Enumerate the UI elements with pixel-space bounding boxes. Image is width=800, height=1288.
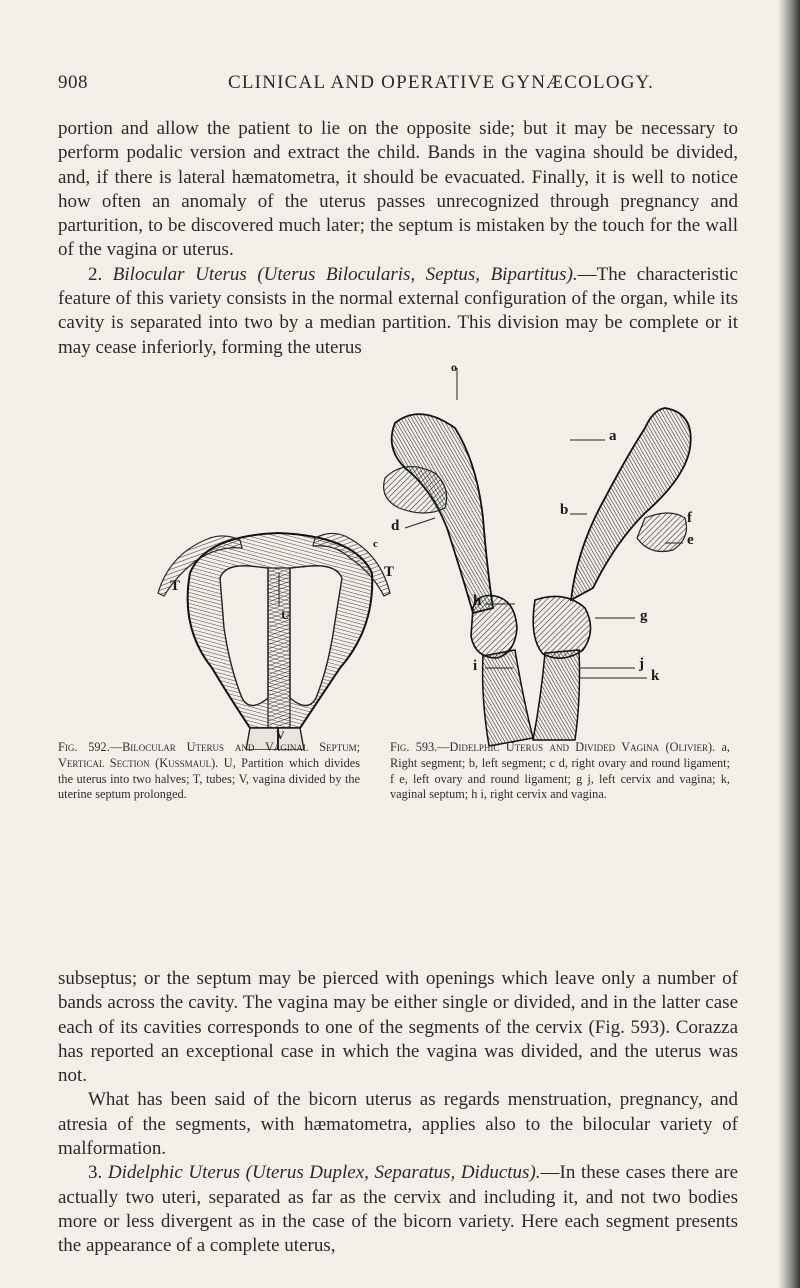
figure-593-drawing [365,368,715,750]
page-number: 908 [58,72,88,93]
body-text-top [58,117,738,360]
label-e: e [687,532,694,548]
caption-592-title: Fig. 592.—Bilocular Uterus and Vaginal Septum; Vertical Section (Kussmaul). [58,740,360,770]
section-number-3: 3. [88,1162,108,1184]
section-number-2: 2. [88,263,113,285]
label-U: U [281,608,290,622]
label-o: o [451,360,457,374]
paragraph-continuation: portion and allow the patient to lie on the opposite side; but it may be necessary to perform podalic version and extract the child. Bands in the vagina should be divided, and, if there is lateral hæmatometra, it should be evacuated. Finally, it is well to notice how often an anomaly of the uterus passes unrecognized through pregnancy and parturition, to be discovered much later; the septum is mistaken by the touch for the wall of the vagina or uterus. [58,118,738,261]
running-head [58,72,718,102]
label-c: c [373,538,378,550]
running-title: CLINICAL AND OPERATIVE GYNÆCOLOGY. [228,72,655,93]
label-T-left: T [170,578,181,594]
figure-593 [365,360,715,750]
paragraph-bicorn-note: What has been said of the bicorn uterus as regards menstruation, pregnancy, and atresia of the segments, with hæmatometra, applies also to the bilocular variety of malformation. [58,1089,738,1160]
paragraph-subseptus: subseptus; or the septum may be pierced with openings which leave only a number of bands across the cavity. The vagina may be either single or divided, and in the latter case each of its cavities corresponds to one of the segments of the cervix (Fig. 593). Corazza has reported an exceptional case in which the vagina was divided, and the uterus was not. [58,968,738,1087]
label-i: i [473,658,478,674]
label-k: k [651,668,660,684]
caption-593-title: Fig. 593.—Didelphic Uterus and Divided Vagina (Olivier). [390,740,716,754]
figure-592-drawing [150,368,400,750]
caption-figure-592 [58,740,360,803]
label-b: b [560,502,569,518]
section-title-didelphic: Didelphic Uterus (Uterus Duplex, Separatus, Diductus). [107,1162,541,1184]
section-title-bilocular: Bilocular Uterus (Uterus Bilocularis, Septus, Bipartitus). [112,263,578,285]
caption-593-text: a, Right segment; b, left segment; c d, right ovary and round ligament; f e, left ovary and round ligament; g j, left cervix and vagina; k, vaginal septum; h i, right cervix and vagina. [390,740,731,802]
caption-figure-593 [390,740,730,803]
label-T-right: T [384,564,395,580]
label-g: g [640,608,648,624]
label-a: a [609,428,617,444]
body-text-bottom [58,967,738,1259]
section-text-didelphic: —In these cases there are actually two uteri, separated as far as the cervix and including it, and not two bodies more or less divergent as in the case of the bicorn variety. Here each segment presents the appearance of a complete uterus, [58,1162,739,1257]
caption-592-text: U, Partition which divides the uterus into two halves; T, tubes; V, vagina divided by the uterine septum prolonged. [58,755,360,802]
label-d: d [391,518,400,534]
label-j: j [639,656,644,672]
section-text-bilocular: —The characteristic feature of this variety consists in the normal external configuration of the organ, while its cavity is separated into two by a median partition. This division may be complete or it may cease inferiorly, forming the uterus [58,263,738,358]
label-f: f [687,510,692,526]
label-V: V [276,728,285,742]
page-edge-shadow [778,0,800,1288]
figure-592 [150,368,400,750]
label-h: h [473,593,482,609]
